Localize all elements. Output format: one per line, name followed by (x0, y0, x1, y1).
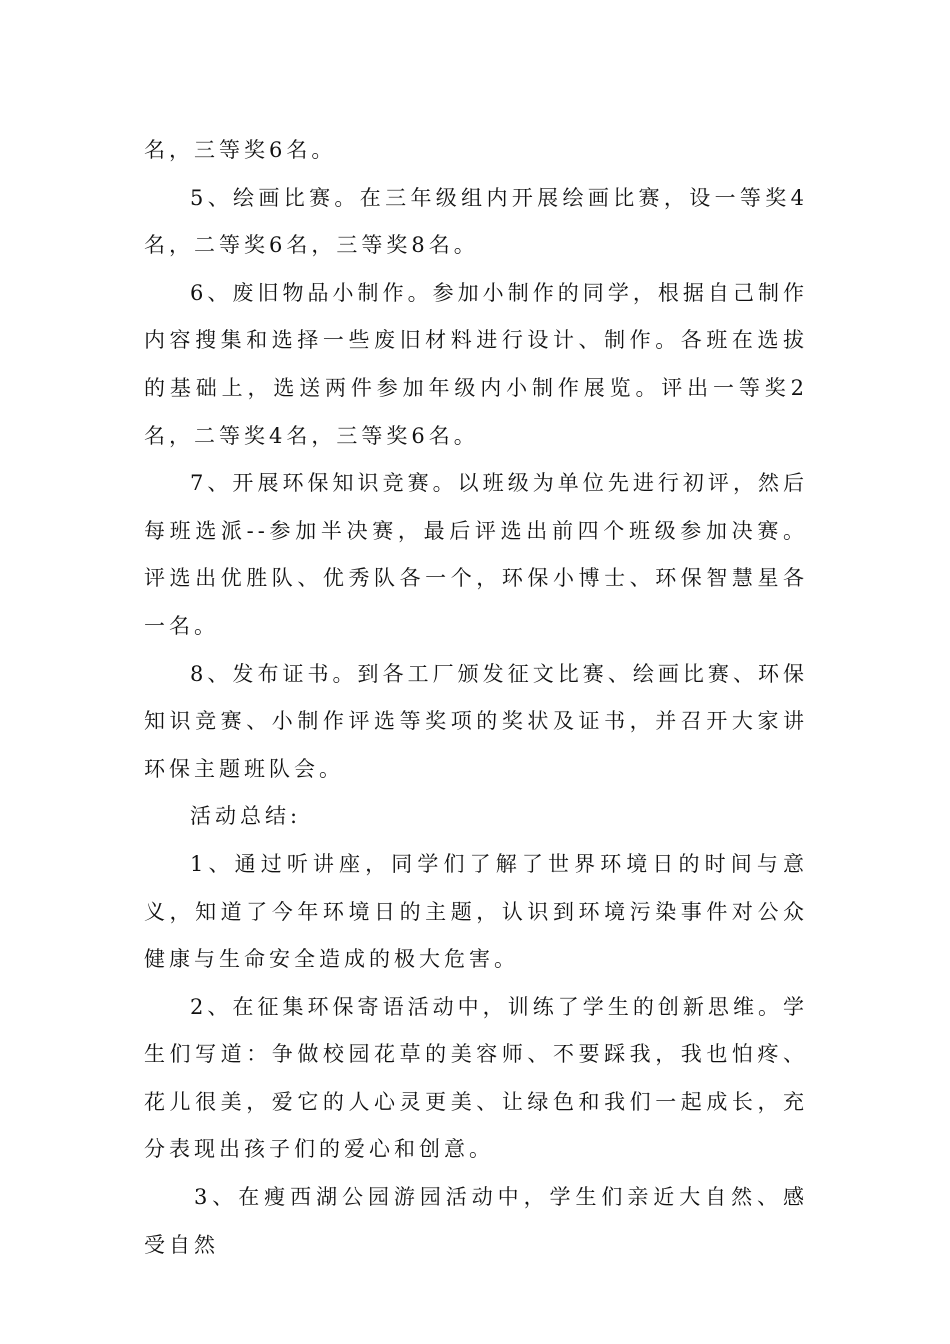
paragraph-summary-park-visit: 3、在瘦西湖公园游园活动中，学生们亲近大自然、感受自然 (144, 1185, 808, 1257)
paragraph-certificates: 8、发布证书。到各工厂颁发征文比赛、绘画比赛、环保知识竞赛、小制作评选等奖项的奖状及证书，并召开大家讲环保主题班队会。 (144, 661, 808, 781)
paragraph-recycled-crafts: 6、废旧物品小制作。参加小制作的同学，根据自己制作内容搜集和选择一些废旧材料进行设计、制作。各班在选拔的基础上，选送两件参加年级内小制作展览。评出一等奖2名，二等奖4名，三等奖6名。 (144, 280, 808, 448)
paragraph-knowledge-contest: 7、开展环保知识竞赛。以班级为单位先进行初评，然后每班选派--参加半决赛，最后评选出前四个班级参加决赛。评选出优胜队、优秀队各一个，环保小博士、环保智慧星各一名。 (144, 471, 808, 638)
paragraph-drawing-contest: 5、绘画比赛。在三年级组内开展绘画比赛，设一等奖4名，二等奖6名，三等奖8名。 (144, 185, 808, 258)
paragraph-summary-lecture: 1、通过听讲座，同学们了解了世界环境日的时间与意义，知道了今年环境日的主题，认识到环境污染事件对公众健康与生命安全造成的极大危害。 (144, 851, 808, 972)
paragraph-award-continuation: 名，三等奖6名。 (144, 138, 337, 162)
paragraph-summary-messages: 2、在征集环保寄语活动中，训练了学生的创新思维。学生们写道：争做校园花草的美容师、不要踩我，我也怕疼、花儿很美，爱它的人心灵更美、让绿色和我们一起成长，充分表现出孩子们的爱心和创意。 (144, 994, 808, 1162)
section-heading-summary: 活动总结: (190, 804, 302, 829)
document-body (144, 127, 808, 1269)
